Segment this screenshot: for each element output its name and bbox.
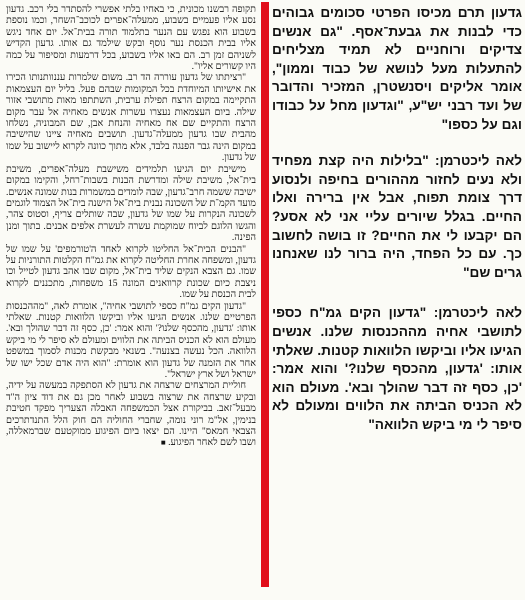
quote-spacer bbox=[272, 134, 522, 152]
article-paragraph: "רציתתו של גדעון עוררה הד רב. משום שלמרות עננוותנותו הכירו את אישיותו המיוחדת בכל המקומות שבהם פעל. בליל יום העצמאות התקיימה במקום הרצח תפילת ערבית, השתתפו מאות מתושבי אזור שילה. ביום העצמאות נעצרו עשרות אנשים מאחיה אל עבר מקום הרצח והתקיים שם אח מאחיה והנחת אבן, שם המבוניה, נשלחו מהבית שבו גדעון ממעלה־גדעון. תושבים מאחיה ציינו שהישיבה במקום הינה גבר הפנגה בלבד, אלא מתוך כוונה לקרוא ליישוב על שמו של גדעון. bbox=[6, 72, 256, 164]
page-bottom-margin bbox=[0, 591, 525, 600]
article-paragraph-text: חוליית המרצחים שרצחה את גדעון לא הסתפקה במעשה על ידיה, ובקיע שרצחה את שרצוה בשבוע לאחר מכן גם את דוד ציון ה"ד מבעל־זאב. בביקורת אצל הכמשפחה האבלה הצעריך מפקד חטיבת בנימין, אל"מ רוני נומה, שחברי החוליה הם חוק הלל התנדתרכים הצבאי חמאס" היינו. הם יצאו ביום הפיגוע ממוקטעם שברמאללה, ושבו לשם לאחר הפיגוע. bbox=[6, 380, 256, 449]
article-paragraph bbox=[6, 380, 256, 448]
quote-spacer bbox=[272, 282, 522, 304]
article-body-column bbox=[6, 4, 256, 590]
article-paragraph: מישיבת יום הגיעו תלמידים משישבת מעלה־אפרים, משיבת בית־אל, משיבת שילה ומדרשת הבנות בשבות־רחל, והקימו במקום ישיבה ששמה חרב־גדעון, שבה לומדים במשמרות בנות שמונה אנשים. מועד הקמ־ת של השכונה נבנית בית־אל הישנה בית־אל הצמוד לוגמים לשכונה הנקרות על שמו של גדעון, שבה שותלים צריף, וסטוס צהר, והגשו הלוגם לביוח שמוקמת עשרה לעשרת אלפים אבנים. בתוך ומנן הפינה. bbox=[6, 163, 256, 244]
pull-quote-gemach: לאה ליכטרמן: "גדעון הקים גמ"ח כספי לתושבי אחיה מההכנסות שלנו. אנשים הגיעו אליו וביקשו הלוואות קטנות. שאלתי אותו: 'גדעון, מהכסף שלנו?' והוא אמר: 'כן, כסף זה דבר שהולך ובא'. מעולם הוא לא הכניס הביתה את הלווים ומעולם לא סיפר לי מי ביקש הלוואה" bbox=[272, 305, 522, 432]
article-paragraph: תקופה רבשנו מכונית, כי באחיו בלתי אפשרי להסתדר בלי רכב. גדעון נסע אליו פעמיים בשבוע, ממעלה־אפרים לכוכב־השחר, וכמו נוספת בשבוע הוא נפגש עם הנער בתלמוד תורה בבית־אל. יום אחד ניגש אליו בבית הכנסת נער נוסף ובקש שילמד גם אותו. גדעון הקדיש לשניהם זמן רב. הם באו אליו בשבוע, בכל דרמעות ומסיפור על כמה היו קשורים אליו". bbox=[6, 4, 256, 73]
article-paragraph: "הבנים הבית־אל החליטו לקרוא לאחד ה'טורמפים' על שמו של גדעון, ומשפחה אחרת החליטה לקרוא את גמ"ח הקלטות התורניות על שמו. גם הצבא הנקים שליד בית־אל, מקום שבו אהב גדעון לטייל וכו ניצבת כיום שכונת קרוואנים המונה 15 משפחות, מתכננים לקרוא לבית הכנסת על שמו. bbox=[6, 243, 256, 301]
pull-quote-donation: גדעון תרם מכיסו הפרטי סכומים גבוהים כדי לבנות את גבעת־אסף. "גם אנשים צדיקים ורוחניים לא תמיד מצליחים להתעלות מעל לנושא של כבוד וממון", אומר אליקים ויסנשטרן, המזכיר והדובר של ועד רבני יש"ע, "וגדעון מחל על כבודו וגם על כספו" bbox=[272, 5, 522, 132]
pull-quote-column bbox=[272, 4, 522, 590]
red-divider-rule bbox=[261, 2, 269, 587]
pull-quote-night-driving: לאה ליכטרמן: "בלילות היה קצת מפחיד ולא נעים לחזור מההורים בחיפה ולנסוע דרך צומת תפוח, אבל אין ברירה ואלו החיים. בגלל שיורים עליי אני לא אסע? הם יקבעו לי את החיים? זו בושה לחשוב כך. עם כל הפחד, היה ברור לנו שאנחנו גרים שם" bbox=[272, 153, 522, 280]
end-of-article-mark: ■ bbox=[160, 438, 166, 448]
article-paragraph: "גדעון הקים גמ"ח כספי לתושבי אחיה", אומרת לאה, "מההכנסות הפרטיים שלנו. אנשים הגיעו אליו וביקשו הלוואות קטנות. שאלתי אותו: 'גדעון, מהכסף שלנו?' והוא אמר: 'כן, כסף זה דבר שהולך ובא'. מעולם הוא לא הכניס הביתה את הלווים ומעולם לא סיפר לי מי ביקש הלוואה. הכל נעשה בצנעה". בשנאי מבקשת מכנות לסמוך במשפט אחר את הזמנה של גדעון הוא אומרת: "הוא היה אדם שכל ישו של ישראל ושל ארץ ישראל". bbox=[6, 300, 256, 380]
